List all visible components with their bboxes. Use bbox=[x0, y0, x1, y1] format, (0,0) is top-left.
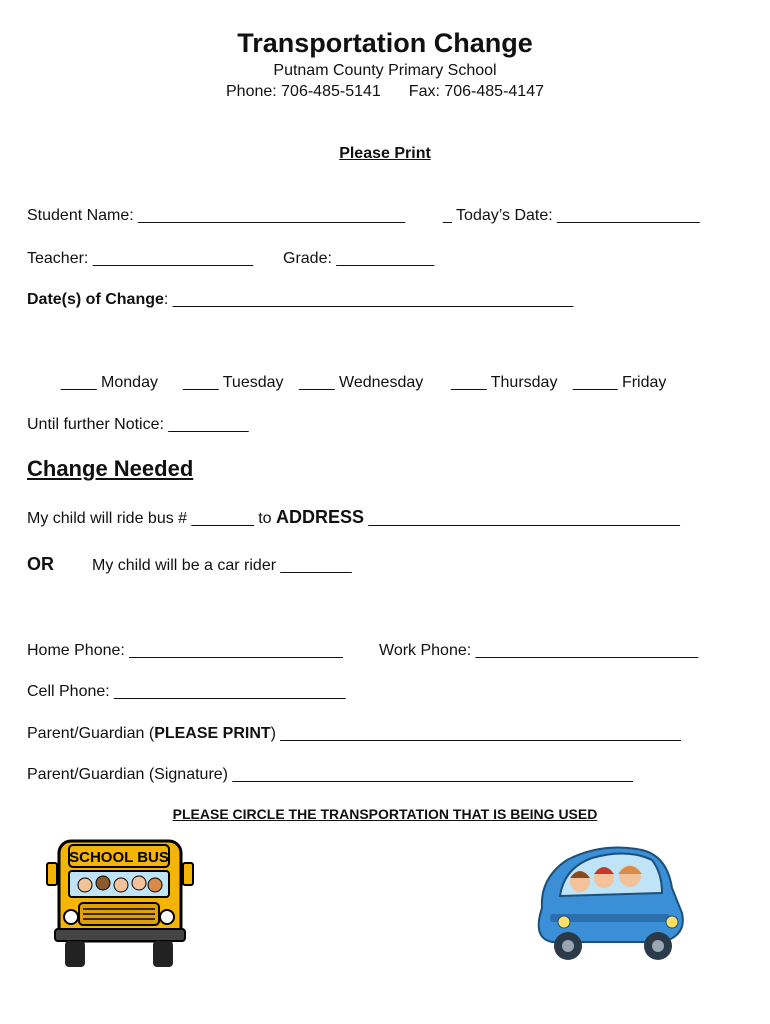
home-phone-field[interactable]: Home Phone: ________________________ bbox=[27, 642, 343, 659]
school-bus-sign: SCHOOL BUS bbox=[69, 849, 169, 866]
school-bus-illustration[interactable] bbox=[45, 833, 195, 973]
car-rider-field[interactable]: My child will be a car rider ________ bbox=[92, 557, 352, 574]
bus-ride-text[interactable]: My child will ride bus # _______ to bbox=[27, 510, 272, 527]
contact-line bbox=[0, 83, 770, 101]
student-name-field[interactable]: Student Name: ______________________________ bbox=[27, 207, 406, 224]
parent-print-label-b: PLEASE PRINT bbox=[154, 725, 271, 742]
until-further-notice-field[interactable]: Until further Notice: _________ bbox=[27, 416, 249, 433]
friday-option[interactable]: _____ Friday bbox=[573, 374, 667, 391]
tuesday-option[interactable]: ____ Tuesday bbox=[183, 374, 284, 391]
bus-ride-field[interactable] bbox=[27, 507, 680, 528]
dates-of-change-field[interactable] bbox=[27, 291, 573, 309]
dates-of-change-label: Date(s) of Change bbox=[27, 291, 164, 308]
monday-option[interactable]: ____ Monday bbox=[61, 374, 158, 391]
parent-signature-field[interactable]: Parent/Guardian (Signature) _____________________________________________ bbox=[27, 766, 633, 783]
form-title: Transportation Change bbox=[237, 28, 533, 58]
todays-date-field[interactable]: _ Today’s Date: ________________ bbox=[443, 207, 700, 224]
address-label: ADDRESS bbox=[276, 507, 365, 527]
car-illustration[interactable] bbox=[522, 838, 692, 968]
address-line[interactable]: ___________________________________ bbox=[368, 510, 680, 527]
change-needed-heading: Change Needed bbox=[27, 456, 194, 481]
teacher-field[interactable]: Teacher: __________________ bbox=[27, 250, 253, 267]
parent-print-field[interactable] bbox=[27, 725, 681, 743]
please-print-note: Please Print bbox=[339, 145, 431, 162]
cell-phone-field[interactable]: Cell Phone: __________________________ bbox=[27, 683, 346, 700]
dates-of-change-line[interactable]: : _____________________________________________ bbox=[163, 291, 574, 308]
or-label: OR bbox=[27, 554, 54, 574]
grade-field[interactable]: Grade: ___________ bbox=[283, 250, 435, 267]
wednesday-option[interactable]: ____ Wednesday bbox=[299, 374, 424, 391]
work-phone-field[interactable]: Work Phone: _________________________ bbox=[379, 642, 699, 659]
parent-print-line[interactable]: ) _____________________________________________ bbox=[270, 725, 681, 742]
school-phone: Phone: 706-485-5141 bbox=[226, 83, 381, 100]
thursday-option[interactable]: ____ Thursday bbox=[451, 374, 558, 391]
parent-print-label-a: Parent/Guardian ( bbox=[27, 725, 155, 742]
school-name: Putnam County Primary School bbox=[273, 62, 497, 79]
circle-transportation-note: PLEASE CIRCLE THE TRANSPORTATION THAT IS BEING USED bbox=[172, 806, 598, 822]
school-fax: Fax: 706-485-4147 bbox=[408, 83, 544, 100]
